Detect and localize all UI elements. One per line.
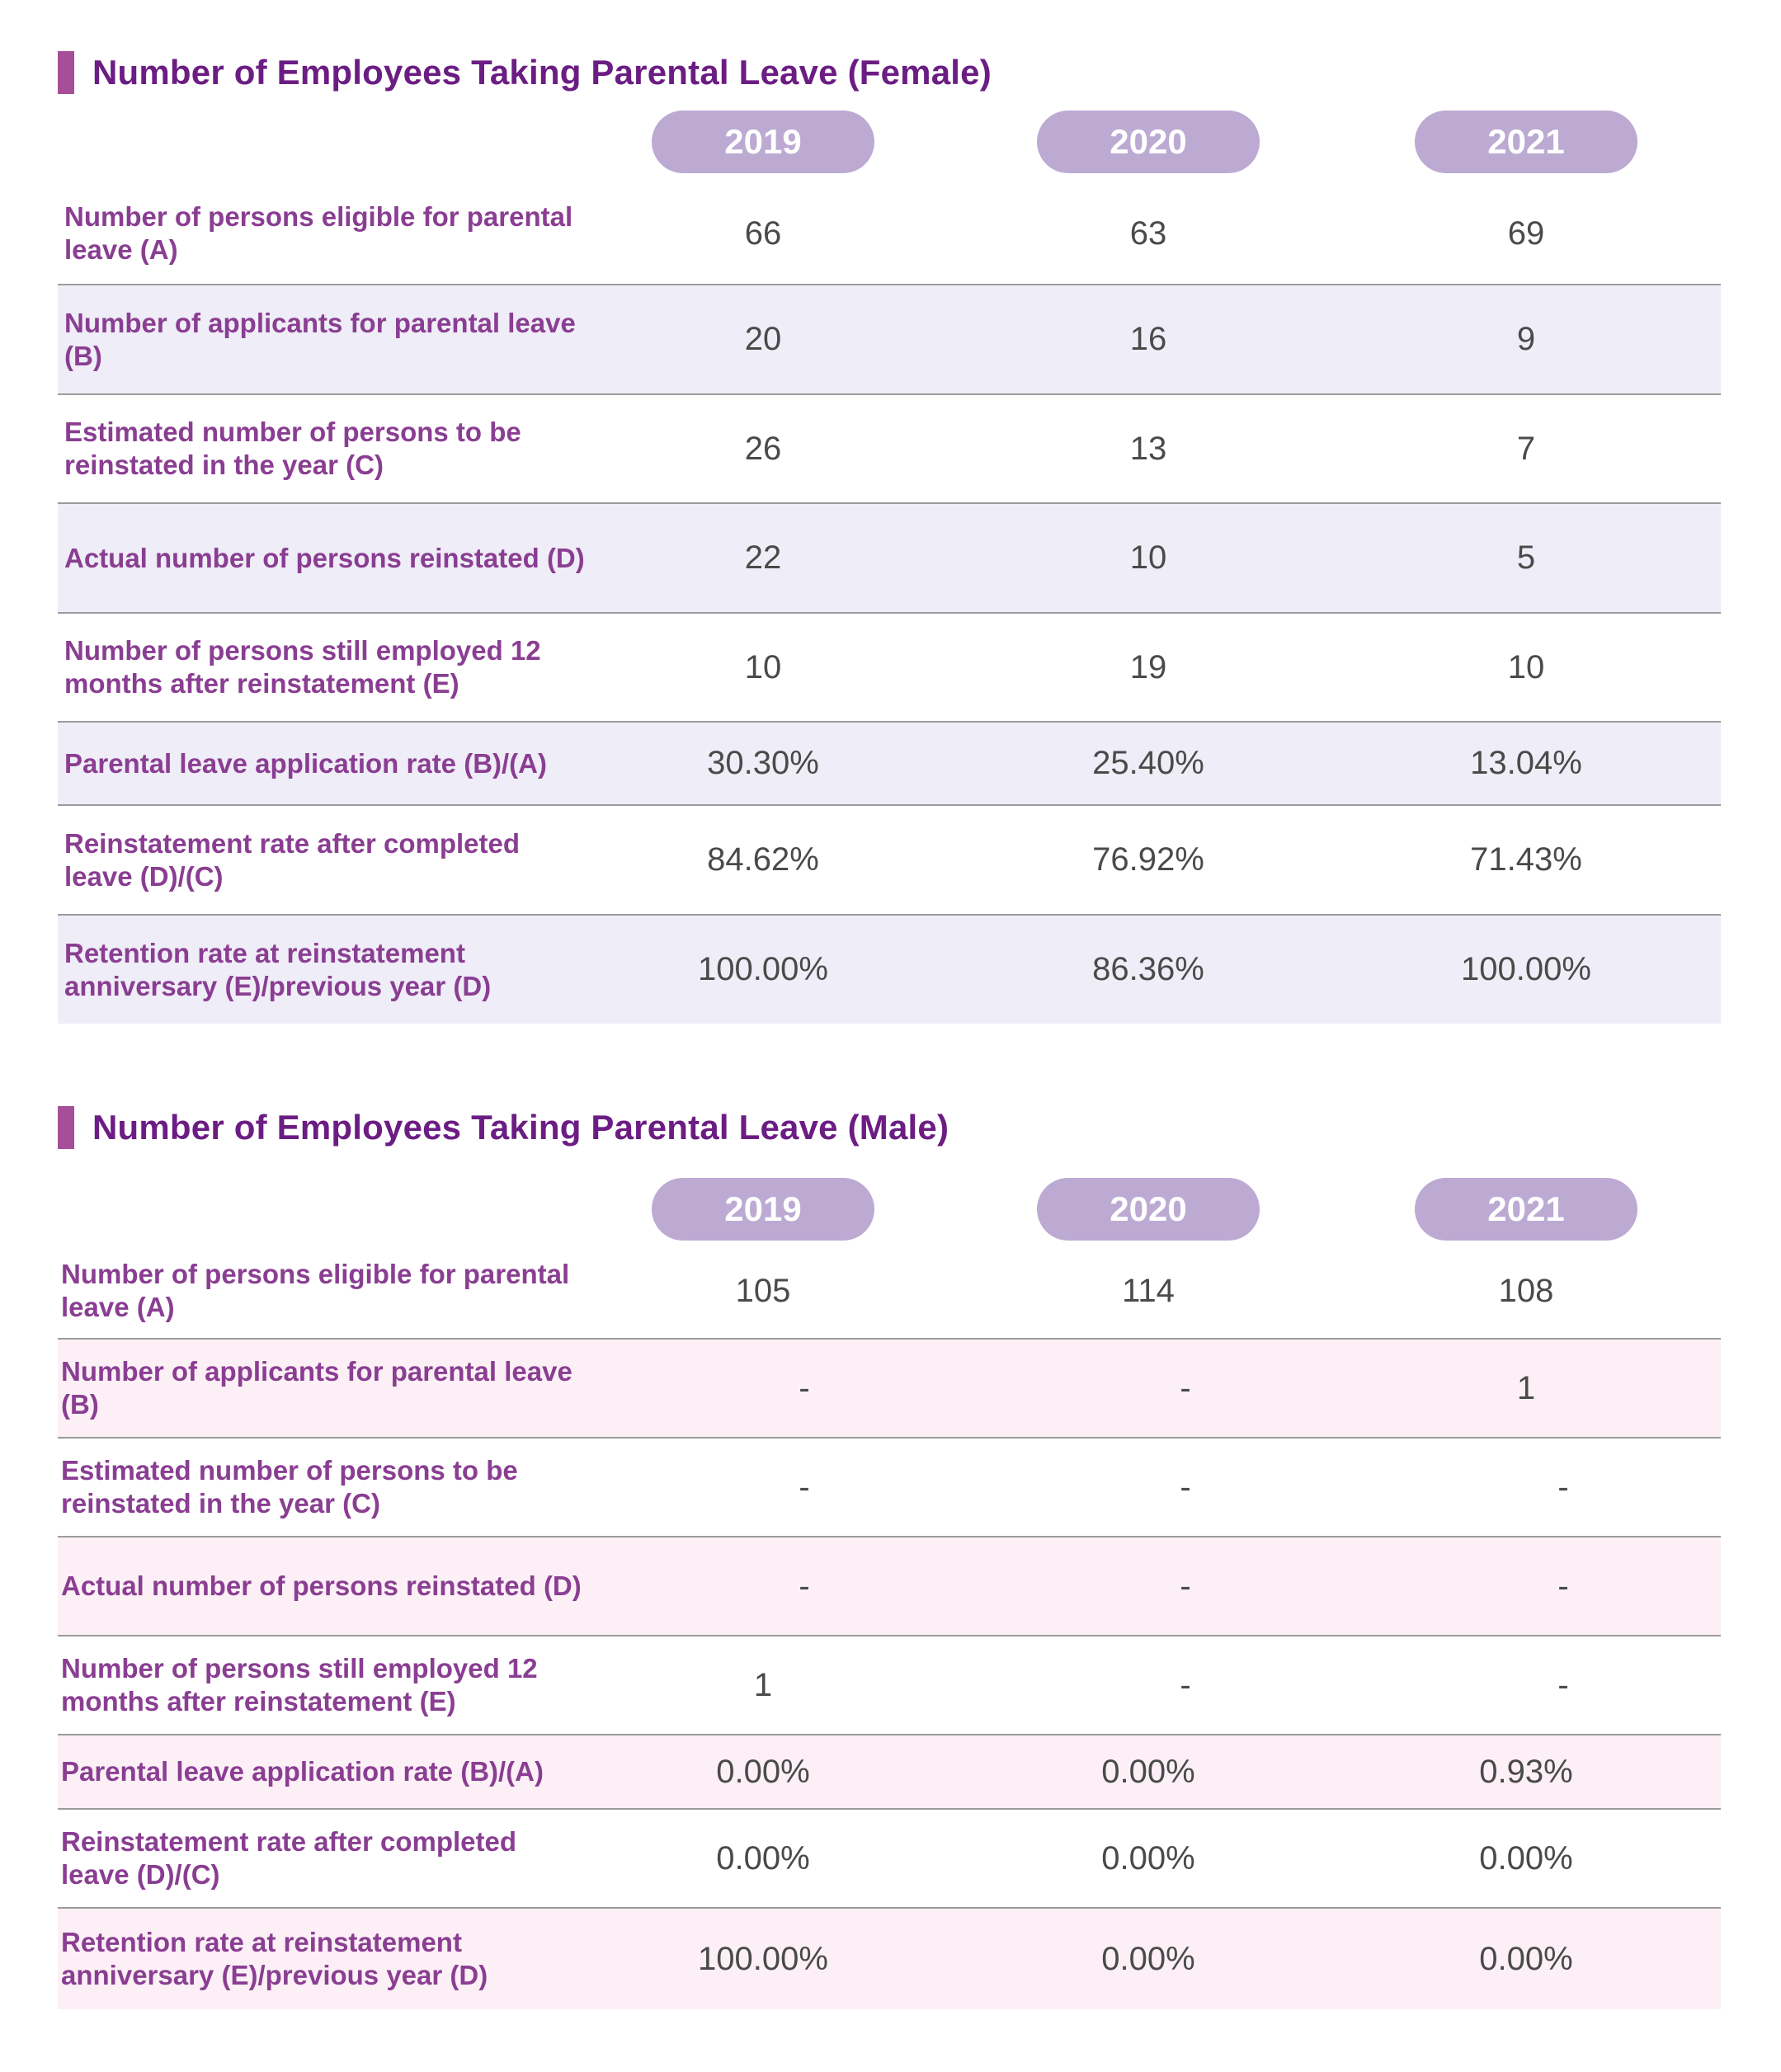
- value-2021: 0.00%: [1479, 1940, 1573, 1977]
- row-label: Number of persons still employed 12 months after reinstatement (E): [64, 635, 541, 699]
- row-label: Number of applicants for parental leave (B): [64, 307, 576, 371]
- value-2020: 10: [1129, 539, 1167, 576]
- year-pill-2019: 2019: [652, 111, 874, 173]
- value-2020: 76.92%: [1092, 841, 1204, 878]
- row-label: Reinstatement rate after completed leave (D)/(C): [61, 1826, 516, 1890]
- row-label: Retention rate at reinstatement anniversary (E)/previous year (D): [61, 1927, 488, 1990]
- table-row: [58, 1909, 1721, 2009]
- row-label: Actual number of persons reinstated (D): [64, 542, 585, 573]
- row-label: Number of persons eligible for parental leave (A): [64, 201, 573, 265]
- row-label: Number of persons still employed 12 months after reinstatement (E): [61, 1653, 538, 1716]
- value-2021: 69: [1507, 214, 1545, 252]
- value-2019: 105: [735, 1272, 791, 1309]
- table-row: [58, 806, 1721, 916]
- table-row: [58, 1244, 1721, 1340]
- value-2020: 0.00%: [1101, 1940, 1195, 1977]
- value-2019: 100.00%: [698, 1940, 828, 1977]
- value-2020: 0.00%: [1101, 1753, 1195, 1790]
- value-2021: 9: [1516, 321, 1536, 357]
- year-pill-2019: 2019: [652, 1178, 874, 1241]
- row-label: Estimated number of persons to be reinstated in the year (C): [61, 1455, 518, 1519]
- title-accent-bar: [58, 1106, 74, 1149]
- table-row: [58, 504, 1721, 614]
- value-2019: -: [799, 1369, 810, 1406]
- table-row: [58, 285, 1721, 395]
- value-2020: 16: [1129, 321, 1167, 357]
- value-2021: 5: [1516, 539, 1536, 576]
- value-2020: 19: [1129, 648, 1167, 685]
- value-2019: 66: [744, 214, 782, 252]
- value-2021: -: [1557, 1567, 1569, 1604]
- table-row: [58, 1735, 1721, 1810]
- value-2019: 10: [744, 648, 782, 685]
- value-2019: 30.30%: [707, 745, 819, 781]
- table-row: [58, 723, 1721, 806]
- year-pill-2021: 2021: [1415, 111, 1637, 173]
- value-2020: -: [1180, 1666, 1191, 1703]
- year-pill-2020: 2020: [1037, 1178, 1260, 1241]
- value-2019: 26: [744, 430, 782, 467]
- value-2021: 100.00%: [1461, 951, 1591, 987]
- title-accent-bar: [58, 51, 74, 94]
- value-2019: 0.00%: [716, 1839, 810, 1877]
- value-2021: 71.43%: [1470, 841, 1582, 878]
- value-2019: -: [799, 1567, 810, 1604]
- value-2021: -: [1557, 1468, 1569, 1505]
- value-2021: -: [1557, 1666, 1569, 1703]
- row-label: Parental leave application rate (B)/(A): [61, 1756, 544, 1787]
- value-2020: 114: [1122, 1272, 1175, 1309]
- table-row: [58, 1636, 1721, 1735]
- table-row: [58, 395, 1721, 504]
- value-2021: 7: [1516, 430, 1536, 467]
- value-2020: 0.00%: [1101, 1839, 1195, 1877]
- female-section-title: [58, 49, 992, 96]
- row-label: Number of persons eligible for parental leave (A): [61, 1259, 570, 1322]
- value-2019: -: [799, 1468, 810, 1505]
- row-label: Reinstatement rate after completed leave (D)/(C): [64, 827, 520, 892]
- row-label: Estimated number of persons to be reinstated in the year (C): [64, 417, 521, 480]
- value-2020: 86.36%: [1092, 951, 1204, 987]
- value-2020: 13: [1129, 430, 1167, 467]
- value-2021: 0.00%: [1479, 1839, 1573, 1877]
- value-2019: 22: [744, 539, 782, 576]
- value-2021: 108: [1498, 1272, 1554, 1309]
- table-row: [58, 1538, 1721, 1636]
- male-section-title: [58, 1104, 949, 1151]
- year-pill-2020: 2020: [1037, 111, 1260, 173]
- value-2019: 84.62%: [707, 841, 819, 878]
- value-2021: 13.04%: [1470, 745, 1582, 781]
- table-row: [58, 183, 1721, 285]
- value-2021: 1: [1516, 1369, 1536, 1406]
- value-2019: 100.00%: [698, 951, 828, 987]
- value-2020: -: [1180, 1369, 1191, 1406]
- value-2021: 10: [1507, 648, 1545, 685]
- value-2021: 0.93%: [1479, 1753, 1573, 1790]
- table-row: [58, 1340, 1721, 1439]
- value-2020: -: [1180, 1567, 1191, 1604]
- table-row: [58, 614, 1721, 723]
- table-row: [58, 1439, 1721, 1538]
- female-title-text: Number of Employees Taking Parental Leave (Female): [92, 53, 992, 92]
- table-row: [58, 1810, 1721, 1909]
- row-label: Number of applicants for parental leave (B): [61, 1356, 572, 1420]
- value-2019: 20: [744, 321, 782, 357]
- value-2019: 1: [753, 1666, 773, 1703]
- male-title-text: Number of Employees Taking Parental Leave (Male): [92, 1108, 949, 1147]
- row-label: Parental leave application rate (B)/(A): [64, 747, 547, 779]
- row-label: Actual number of persons reinstated (D): [61, 1570, 582, 1601]
- value-2019: 0.00%: [716, 1753, 810, 1790]
- year-pill-2021: 2021: [1415, 1178, 1637, 1241]
- value-2020: 25.40%: [1092, 745, 1204, 781]
- row-label: Retention rate at reinstatement anniversary (E)/previous year (D): [64, 937, 492, 1001]
- value-2020: 63: [1129, 214, 1167, 252]
- value-2020: -: [1180, 1468, 1191, 1505]
- table-row: [58, 916, 1721, 1024]
